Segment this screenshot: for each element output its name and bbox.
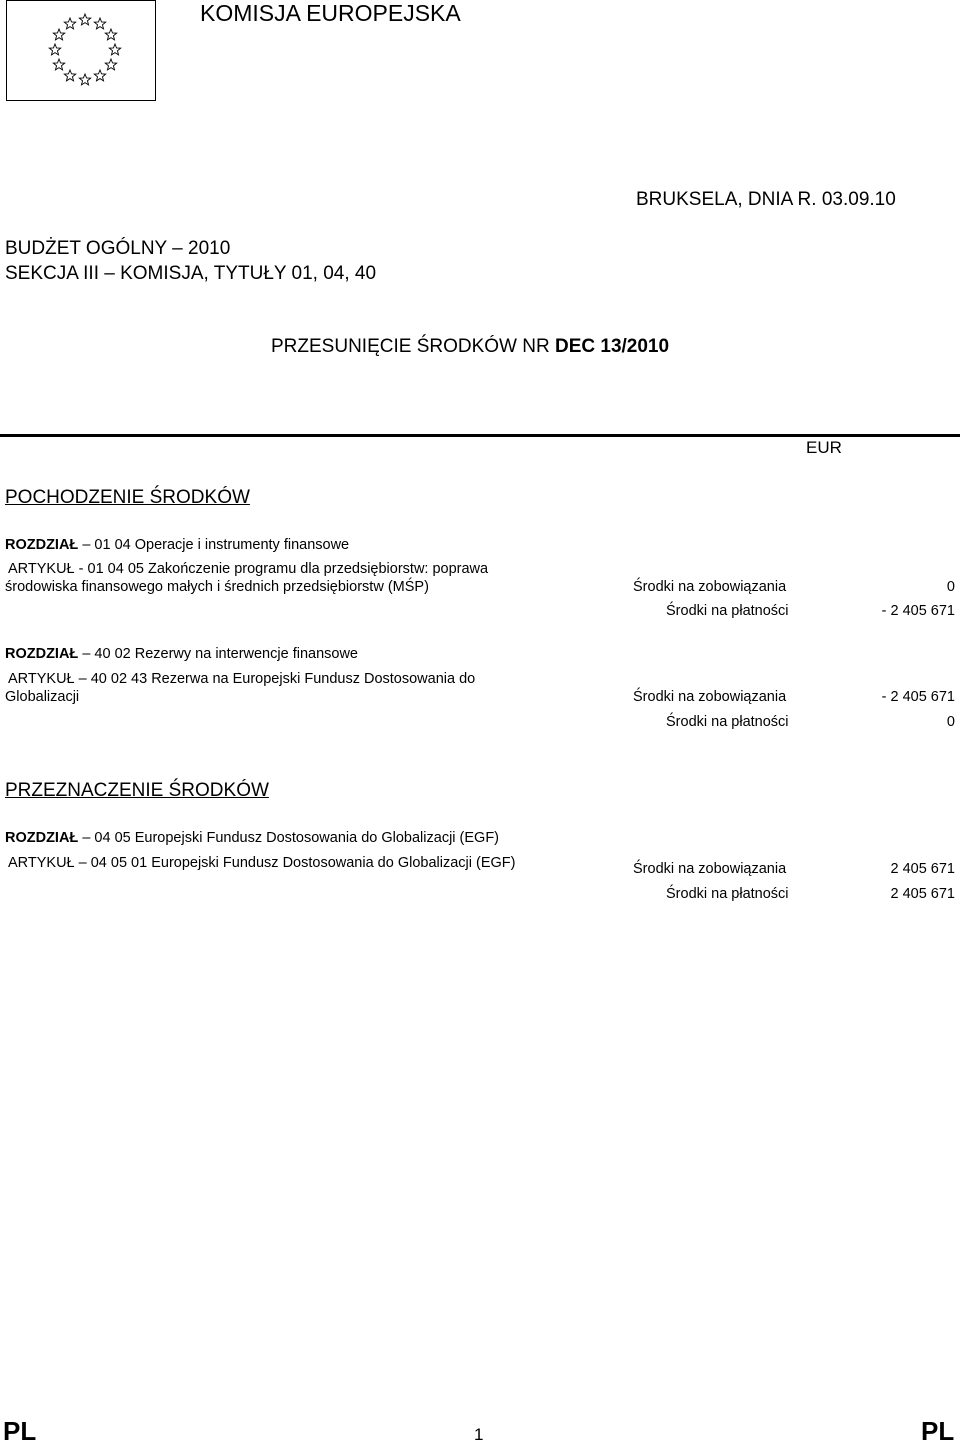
budget-section: SEKCJA III – KOMISJA, TYTUŁY 01, 04, 40 (5, 263, 377, 284)
source-article-1-commit-label: Środki na zobowiązania (633, 579, 787, 595)
source-article-2-line2: Globalizacji (5, 689, 80, 705)
eu-flag-logo (6, 0, 156, 101)
organization-name: KOMISJA EUROPEJSKA (200, 0, 461, 26)
source-article-2-pay-label: Środki na płatności (666, 714, 789, 730)
source-chapter-1: ROZDZIAŁ – 01 04 Operacje i instrumenty finansowe (5, 537, 350, 553)
star-icon (105, 59, 116, 70)
source-article-1-pay-value: - 2 405 671 (881, 603, 955, 619)
place-and-date: BRUKSELA, DNIA R. 03.09.10 (636, 189, 896, 210)
transfer-prefix: PRZESUNIĘCIE ŚRODKÓW NR (271, 336, 555, 357)
destination-heading: PRZEZNACZENIE ŚRODKÓW (5, 780, 269, 801)
destination-commit-label: Środki na zobowiązania (633, 861, 787, 877)
star-icon (64, 70, 75, 81)
destination-commit-value: 2 405 671 (890, 861, 955, 877)
destination-pay-label: Środki na płatności (666, 886, 789, 902)
source-article-2-commit-label: Środki na zobowiązania (633, 689, 787, 705)
destination-pay-value: 2 405 671 (890, 886, 955, 902)
star-icon (49, 44, 60, 55)
source-chapter-2: ROZDZIAŁ – 40 02 Rezerwy na interwencje finansowe (5, 646, 358, 662)
star-icon (94, 70, 105, 81)
source-article-1-line1: ARTYKUŁ - 01 04 05 Zakończenie programu dla przedsiębiorstw: poprawa (8, 561, 489, 577)
source-article-1-commit-value: 0 (946, 579, 955, 595)
source-article-1-pay-label: Środki na płatności (666, 603, 789, 619)
footer-language-left: PL (3, 1416, 37, 1446)
star-icon (79, 14, 90, 25)
destination-chapter: ROZDZIAŁ – 04 05 Europejski Fundusz Dostosowania do Globalizacji (EGF) (5, 830, 500, 846)
star-icon (109, 44, 120, 55)
source-article-2-line1: ARTYKUŁ – 40 02 43 Rezerwa na Europejski Fundusz Dostosowania do (8, 671, 476, 687)
budget-title: BUDŻET OGÓLNY – 2010 (5, 238, 231, 259)
transfer-title (271, 336, 669, 358)
star-icon (94, 18, 105, 29)
source-article-2-commit-value: - 2 405 671 (881, 689, 955, 705)
footer-language-right: PL (921, 1416, 955, 1446)
eu-stars-circle-icon (7, 1, 157, 102)
star-icon (79, 74, 90, 85)
source-article-2-pay-value: 0 (946, 714, 955, 730)
star-icon (53, 59, 64, 70)
source-article-1-line2: środowiska finansowego małych i średnich przedsiębiorstw (MŚP) (5, 579, 429, 595)
star-icon (105, 29, 116, 40)
transfer-number: DEC 13/2010 (554, 336, 670, 357)
page-number: 1 (474, 1425, 484, 1444)
horizontal-rule (0, 434, 960, 437)
star-icon (64, 18, 75, 29)
destination-article-line1: ARTYKUŁ – 04 05 01 Europejski Fundusz Dostosowania do Globalizacji (EGF) (8, 855, 516, 871)
source-heading: POCHODZENIE ŚRODKÓW (5, 487, 250, 508)
star-icon (53, 29, 64, 40)
currency-label: EUR (806, 438, 842, 457)
